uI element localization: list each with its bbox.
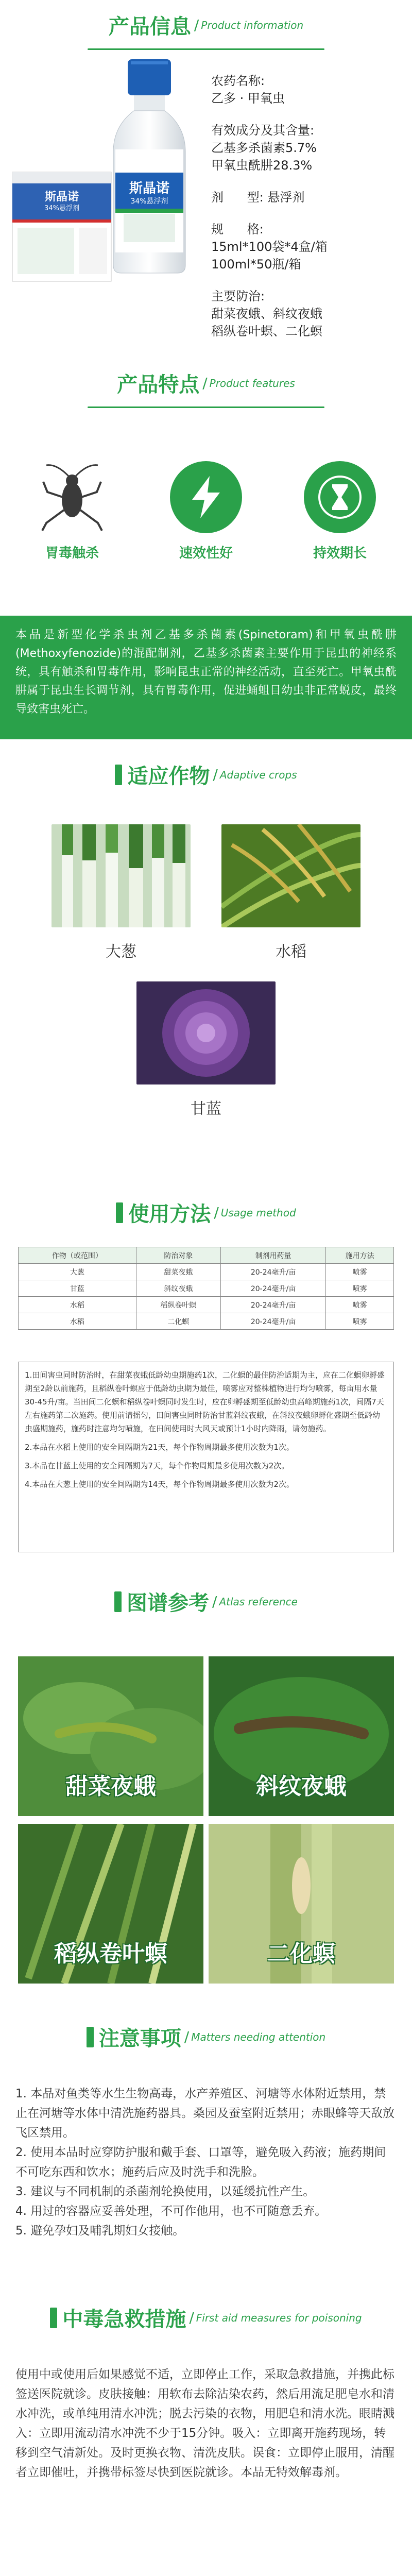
sachet-formulation-label: 34%悬浮剂	[44, 205, 79, 212]
product-spec-list	[211, 72, 407, 340]
column-header: 施用方法	[326, 1247, 394, 1264]
table-cell: 二化螟	[136, 1313, 220, 1330]
cricket-icon	[36, 461, 108, 533]
table-cell: 甘蓝	[19, 1280, 136, 1297]
rice-image	[221, 824, 360, 927]
column-header: 作物（或范围）	[19, 1247, 136, 1264]
feature-description: 本品是新型化学杀虫剂乙基多杀菌素(Spinetoram)和甲氧虫酰肼(Methoxyfenozide)的混配制剂，乙基多杀菌素主要作用于昆虫的神经系统，具有触杀和胃毒作用，影响昆虫正常的神经活动，直至死亡。甲氧虫酰肼属于昆虫生长调节剂，具有胃毒作用，促进蛹蛆目幼虫非正常蜕皮，最终导致害虫死亡。	[0, 616, 412, 739]
spec-1: 15ml*100袋*4盒/箱	[211, 240, 328, 254]
feature-label: 持效期长	[313, 546, 367, 561]
crop-name: 甘蓝	[191, 1100, 221, 1118]
formulation-row: 剂 型: 悬浮剂	[211, 190, 305, 205]
atlas-label: 二化螟	[267, 1941, 335, 1967]
atlas-label: 稻纵卷叶螟	[54, 1941, 167, 1967]
section-subtitle: Product features	[209, 377, 295, 389]
section-header-usage: 使用方法 / Usage method	[0, 1198, 412, 1239]
usage-note: 3.本品在甘蓝上使用的安全间隔期为7天，每个作物周期最多使用次数为2次。	[25, 1461, 289, 1470]
section-header-first-aid: 中毒急救措施 / First aid measures for poisoning	[0, 2303, 412, 2344]
section-title: 中毒急救措施	[62, 2308, 186, 2331]
section-subtitle: Adaptive crops	[219, 768, 297, 781]
table-cell: 20-24毫升/亩	[220, 1313, 325, 1330]
first-aid-text: 使用中或使用后如果感觉不适，立即停止工作，采取急救措施，并携此标签送医院就诊。皮肤接触：用软布去除沾染农药，然后用流足肥皂水和清水冲洗，或单纯用清水冲洗；脱去污染的衣物，用肥皂和清水洗。眼睛溅入：立即用流动清水冲洗不少于15分钟。吸入：立即离开施药现场，转移到空气清新处。及时更换衣物、清洗皮肤。误食：立即停止服用，清醒者立即催吐，并携带标签尽快到医院就诊。本品无特效解毒剂。	[15, 2368, 394, 2479]
feature-label: 胃毒触杀	[45, 546, 99, 561]
hourglass-icon	[304, 461, 376, 533]
table-cell: 稻纵卷叶螟	[136, 1297, 220, 1313]
feature-icons	[0, 461, 412, 595]
section-title: 产品特点	[117, 373, 200, 397]
lightning-icon	[170, 461, 242, 533]
control-label: 主要防治:	[211, 289, 265, 303]
section-title: 注意事项	[98, 2027, 181, 2050]
atlas-card	[209, 1824, 394, 1984]
bottle-formulation-label: 34%悬浮剂	[130, 197, 168, 206]
table-row	[19, 1313, 394, 1330]
section-header-product-info: 产品信息 / Product information	[0, 10, 412, 52]
spec-label: 规 格:	[211, 222, 264, 236]
table-header-row	[19, 1247, 394, 1264]
section-subtitle: Product information	[201, 19, 304, 31]
pesticide-name-value: 乙多 · 甲氧虫	[211, 91, 285, 106]
table-cell: 喷雾	[326, 1297, 394, 1313]
usage-table	[18, 1247, 394, 1330]
usage-note: 2.本品在水稻上使用的安全间隔期为21天，每个作物周期最多使用次数为1次。	[25, 1443, 294, 1452]
feature-label: 速效性好	[179, 546, 233, 561]
table-row	[19, 1264, 394, 1280]
table-row	[19, 1280, 394, 1297]
section-subtitle: Usage method	[220, 1206, 296, 1219]
section-subtitle: First aid measures for poisoning	[196, 2311, 362, 2324]
control-targets-2: 稻纵卷叶螟、二化螟	[211, 324, 322, 338]
table-cell: 20-24毫升/亩	[220, 1264, 325, 1280]
crop-name: 大葱	[106, 943, 136, 961]
table-cell: 水稻	[19, 1297, 136, 1313]
atlas-card	[209, 1656, 394, 1816]
section-title: 产品信息	[108, 15, 191, 39]
table-cell: 甜菜夜蛾	[136, 1264, 220, 1280]
column-header: 制剂用药量	[220, 1247, 325, 1264]
pesticide-name-label: 农药名称:	[211, 74, 265, 88]
crop-name: 水稻	[276, 943, 306, 961]
usage-notes	[18, 1362, 394, 1552]
table-cell: 大葱	[19, 1264, 136, 1280]
section-header-crops: 适应作物 / Adaptive crops	[0, 760, 412, 801]
table-cell: 水稻	[19, 1313, 136, 1330]
atlas-card	[18, 1824, 203, 1984]
table-cell: 20-24毫升/亩	[220, 1280, 325, 1297]
section-title: 使用方法	[128, 1202, 211, 1226]
ingredient-1: 乙基多杀菌素5.7%	[211, 141, 317, 155]
usage-note: 4.本品在大葱上使用的安全间隔期为14天，每个作物周期最多使用次数为2次。	[25, 1480, 294, 1489]
crop-card	[52, 824, 191, 961]
section-header-features: 产品特点 / Product features	[0, 368, 412, 410]
table-cell: 20-24毫升/亩	[220, 1297, 325, 1313]
green-onion-image	[52, 824, 191, 927]
column-header: 防治对象	[136, 1247, 220, 1264]
table-cell: 喷雾	[326, 1264, 394, 1280]
section-header-atlas: 图谱参考 / Atlas reference	[0, 1587, 412, 1628]
table-cell: 斜纹夜蛾	[136, 1280, 220, 1297]
atlas-label: 甜菜夜蛾	[65, 1773, 156, 1800]
atlas-label: 斜纹夜蛾	[256, 1773, 347, 1800]
table-cell: 喷雾	[326, 1280, 394, 1297]
section-subtitle: Matters needing attention	[191, 2030, 326, 2043]
sachet-brand-label: 斯晶诺	[44, 191, 79, 204]
section-title: 适应作物	[127, 765, 210, 788]
feature-item	[23, 461, 121, 562]
product-sachet-image	[10, 170, 113, 283]
table-cell: 喷雾	[326, 1313, 394, 1330]
usage-note: 1.田间害虫同时防治时，在甜菜夜蛾低龄幼虫期施药1次，二化螟的最佳防治适期为主，应在二化螟卵孵盛期至2龄以前施药，且稻纵卷叶螟应于低龄幼虫期为最佳，喷雾应对整株植物进行均匀喷雾，每亩用水量30-45升/亩。当田间二化螟和稻纵卷叶螟同时发生时，应在卵孵盛期至低龄幼虫高峰期施药1次，间隔7天左右施药第二次施药。使用前请摇匀，田间害虫同时防治甘蓝斜纹夜蛾，在斜纹夜蛾卵孵化盛期至低龄幼虫盛期施药，施药时注意均匀喷施，在田间使用时大风天或预计1小时内降雨，请勿施药。	[25, 1370, 385, 1433]
crop-card	[221, 824, 360, 961]
table-row	[19, 1297, 394, 1313]
feature-item	[157, 461, 255, 562]
purple-cabbage-image	[136, 981, 276, 1084]
feature-item	[291, 461, 389, 562]
control-targets-1: 甜菜夜蛾、斜纹夜蛾	[211, 307, 322, 321]
section-header-attention: 注意事项 / Matters needing attention	[0, 2022, 412, 2063]
crop-card	[136, 981, 276, 1118]
atlas-card	[18, 1656, 203, 1816]
attention-text: 1. 本品对鱼类等水生生物高毒，水产养殖区、河塘等水体附近禁用，禁止在河塘等水体中清洗施药器具。桑园及蚕室附近禁用；赤眼蜂等天敌放飞区禁用。 2. 使用本品时应穿防护服和戴手套、口罩等，避免吸入药液；施药期间不可吃东西和饮水；施药后应及时洗手和洗脸。 3. 建议与不同机制的杀菌剂轮换使用，以延缓抗性产生。 4. 用过的容器应妥善处理，不可作他用，也不可随意丢弃。 5. 避免孕妇及哺乳期妇女接触。	[15, 2087, 394, 2238]
bottle-brand-label: 斯晶诺	[129, 181, 169, 196]
spec-2: 100ml*50瓶/箱	[211, 257, 301, 272]
product-bottle-image	[108, 59, 191, 276]
ingredient-2: 甲氧虫酰肼28.3%	[211, 158, 313, 173]
section-subtitle: Atlas reference	[219, 1595, 298, 1608]
ingredients-label: 有效成分及其含量:	[211, 123, 315, 138]
section-title: 图谱参考	[127, 1591, 210, 1615]
